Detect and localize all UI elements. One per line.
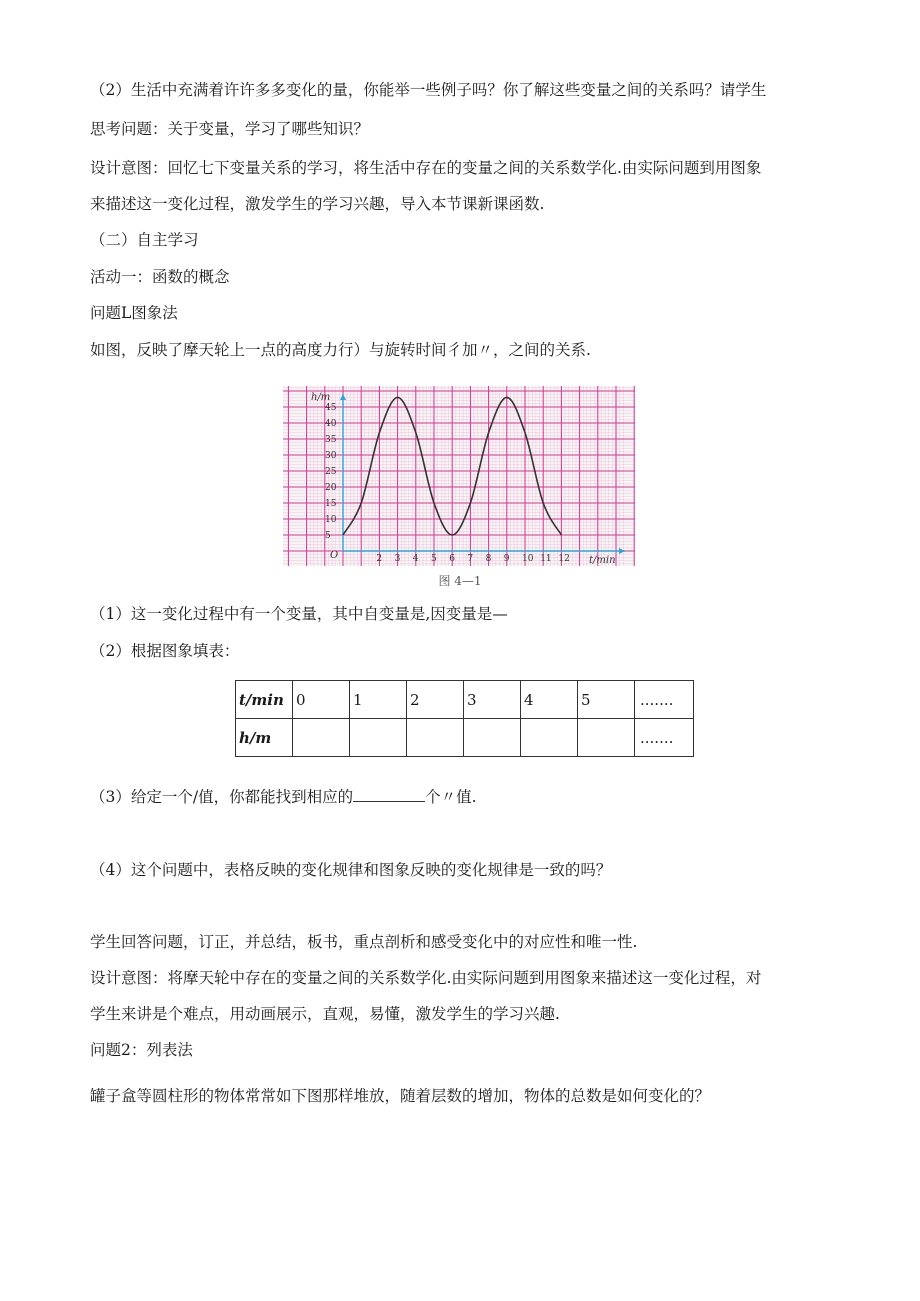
paragraph-student-answer: 学生回答问题，订正，并总结，板书，重点剖析和感受变化中的对应性和唯一性. [90,933,638,951]
x-tick-label: 5 [431,554,437,564]
table-header-h: h/m [236,719,293,757]
x-tick-label: 9 [503,554,510,564]
table-cell-empty[interactable] [293,719,350,757]
paragraph-question-2-cont: 思考问题：关于变量，学习了哪些知识？ [90,120,370,138]
problem-2-intro: 罐子盒等圆柱形的物体常常如下图那样堆放，随着层数的增加，物体的总数是如何变化的？ [90,1087,711,1105]
table-cell: 0 [293,681,350,719]
figure-caption: 图 4—1 [438,574,482,588]
y-tick-label: 45 [325,403,337,413]
paragraph-design-intent-2: 设计意图：将摩天轮中存在的变量之间的关系数学化.由实际问题到用图象来描述这一变化过程，对 [90,969,762,987]
table-cell-empty[interactable] [407,719,464,757]
ferris-wheel-height-chart [283,386,635,566]
x-tick-label: 11 [540,554,552,564]
fill-in-table [235,680,694,757]
y-tick-label: 20 [325,483,337,493]
question-3 [90,787,840,807]
table-cell: 5 [578,681,635,719]
question-1: （1）这一变化过程中有一个变量，其中自变量是,因变量是— [90,605,508,623]
section-heading-self-study: （二）自主学习 [90,231,199,249]
x-tick-label: 6 [449,554,455,564]
x-tick-label: 3 [394,554,401,564]
x-tick-label: 2 [376,554,383,564]
y-tick-label: 40 [325,419,337,429]
chart-y-axis-label: h/m [311,392,331,403]
table-header-t: t/min [236,681,293,719]
y-tick-label: 5 [325,531,331,541]
table-cell: 1 [350,681,407,719]
problem-1-heading: 问题L图象法 [90,304,178,322]
x-tick-label: 10 [522,554,534,564]
table-cell: 4 [521,681,578,719]
table-row [236,719,694,757]
question-3-text: （3）给定一个/值，你都能找到相应的 [90,788,354,806]
paragraph-design-intent-1: 设计意图：回忆七下变量关系的学习，将生活中存在的变量之间的关系数学化.由实际问题到用图象 [90,159,762,177]
x-tick-label: 8 [485,554,492,564]
y-tick-label: 10 [325,515,337,525]
activity-heading: 活动一：函数的概念 [90,268,230,286]
table-cell: 2 [407,681,464,719]
table-cell-empty[interactable] [464,719,521,757]
question-4: （4）这个问题中，表格反映的变化规律和图象反映的变化规律是一致的吗？ [90,861,612,879]
question-2: （2）根据图象填表： [90,642,240,660]
x-tick-label: 7 [467,554,474,564]
y-tick-label: 25 [325,467,337,477]
y-tick-label: 35 [325,435,337,445]
paragraph-design-intent-2-cont: 学生来讲是个难点，用动画展示，直观，易懂，激发学生的学习兴趣. [90,1005,560,1023]
x-tick-label: 4 [412,554,419,564]
table-cell: ....... [635,681,694,719]
x-tick-label: 12 [558,554,570,564]
chart-origin-label: O [330,550,339,561]
table-cell: ....... [635,719,694,757]
table-cell: 3 [464,681,521,719]
chart-x-axis-label: t/min [589,555,616,566]
table-row [236,681,694,719]
problem-2-heading: 问题2：列表法 [90,1041,193,1059]
table-cell-empty[interactable] [578,719,635,757]
paragraph-design-intent-1-cont: 来描述这一变化过程，激发学生的学习兴趣，导入本节课新课函数. [90,195,545,213]
table-cell-empty[interactable] [350,719,407,757]
y-tick-label: 15 [325,499,337,509]
y-tick-label: 30 [325,451,337,461]
question-3-text-end: 个〃值. [425,788,477,806]
answer-blank[interactable] [353,787,425,802]
table-cell-empty[interactable] [521,719,578,757]
paragraph-question-2: （2）生活中充满着许许多多变化的量，你能举一些例子吗？你了解这些变量之间的关系吗？请学生 [90,81,767,99]
problem-1-intro: 如图，反映了摩天轮上一点的高度力行）与旋转时间彳加〃，之间的关系. [90,341,591,359]
